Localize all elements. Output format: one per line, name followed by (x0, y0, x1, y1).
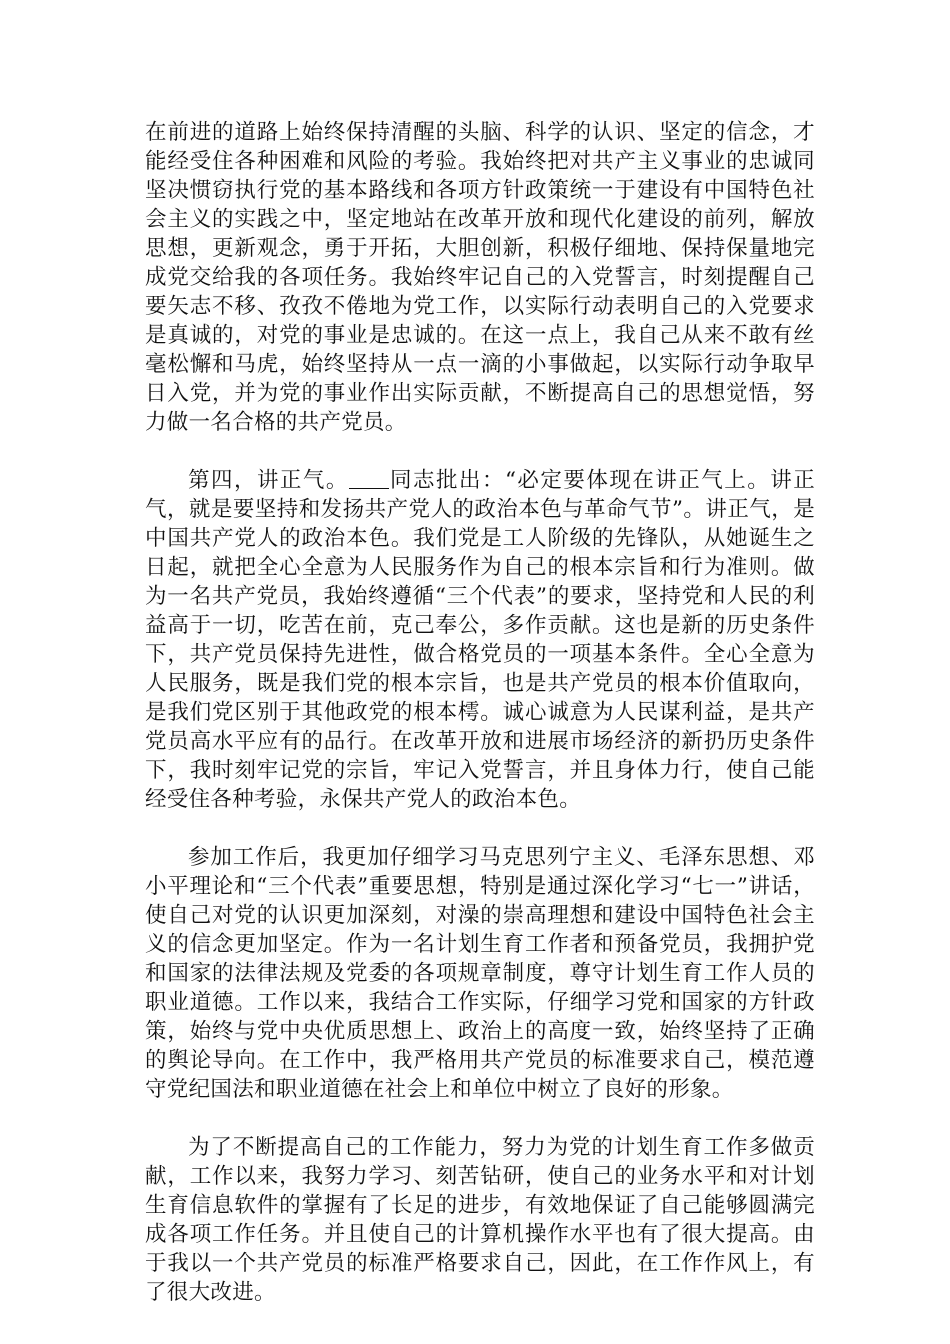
paragraph-2 (145, 466, 815, 814)
paragraph-2-lead: 第四，讲正气。 (188, 468, 349, 493)
paragraph-4: 为了不断提高自己的工作能力，努力为党的计划生育工作多做贡献，工作以来，我努力学习、刻苦钻研，使自己的业务水平和对计划生育信息软件的掌握有了长足的进步，有效地保证了自己能够圆满完成各项工作任务。并且使自己的计算机操作水平也有了很大提高。由于我以一个共产党员的标准严格要求自己，因此，在工作作风上，有了很大改进。 (145, 1135, 815, 1305)
document-page (145, 118, 815, 1336)
name-blank (349, 467, 389, 490)
paragraph-1: 在前进的道路上始终保持清醒的头脑、科学的认识、坚定的信念，才能经受住各种困难和风险的考验。我始终把对共产主义事业的忠诚同坚决惯窃执行党的基本路线和各项方针政策统一于建设有中国特色社会主义的实践之中，坚定地站在改革开放和现代化建设的前列，解放思想，更新观念，勇于开拓，大胆创新，积极仔细地、保持保量地完成党交给我的各项任务。我始终牢记自己的入党誓言，时刻提醒自己要矢志不移、孜孜不倦地为党工作，以实际行动表明自己的入党要求是真诚的，对党的事业是忠诚的。在这一点上，我自己从来不敢有丝毫松懈和马虎，始终坚持从一点一滴的小事做起，以实际行动争取早日入党，并为党的事业作出实际贡献，不断提高自己的思想觉悟，努力做一名合格的共产党员。 (145, 120, 815, 435)
paragraph-2-body: 同志批出：“必定要体现在讲正气上。讲正气，就是要坚持和发扬共产党人的政治本色与革命气节”。讲正气，是中国共产党人的政治本色。我们党是工人阶级的先锋队，从她诞生之日起，就把全心全意为人民服务作为自己的根本宗旨和行为准则。做为一名共产党员，我始终遵循“三个代表”的要求，坚持党和人民的利益高于一切，吃苦在前，克己奉公，多作贡献。这也是新的历史条件下，共产党员保持先进性，做合格党员的一项基本条件。全心全意为人民服务，既是我们党的根本宗旨，也是共产党员的根本价值取向，是我们党区别于其他政党的根本樗。诚心诚意为人民谋利益，是共产党员高水平应有的品行。在改革开放和进展市场经济的新扔历史条件下，我时刻牢记党的宗旨，牢记入党誓言，并且身体力行，使自己能经受住各种考验，永保共产党人的政治本色。 (145, 468, 815, 812)
paragraph-3: 参加工作后，我更加仔细学习马克思列宁主义、毛泽东思想、邓小平理论和“三个代表”重要思想，特别是通过深化学习“七一”讲话，使自己对党的认识更加深刻，对澡的崇高理想和建设中国特色社会主义的信念更加坚定。作为一名计划生育工作者和预备党员，我拥护党和国家的法律法规及党委的各项规章制度，尊守计划生育工作人员的职业道德。工作以来，我结合工作实际，仔细学习党和国家的方针政策，始终与党中央优质思想上、政治上的高度一致，始终坚持了正确的舆论导向。在工作中，我严格用共产党员的标准要求自己，模范遵守党纪国法和职业道德在社会上和单位中树立了良好的形象。 (145, 845, 815, 1102)
